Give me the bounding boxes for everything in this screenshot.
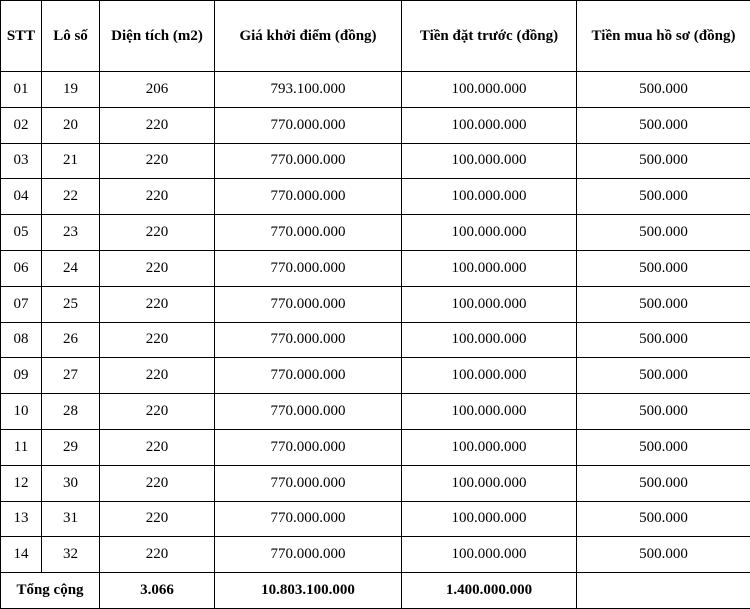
cell-starting-price: 770.000.000 [215,322,402,358]
cell-dossier-fee: 500.000 [577,394,750,430]
cell-lot-number: 22 [42,179,100,215]
cell-deposit: 100.000.000 [402,537,577,573]
table-row [1,501,750,537]
cell-deposit: 100.000.000 [402,465,577,501]
header-deposit: Tiền đặt trước (đồng) [402,1,577,72]
cell-stt: 07 [1,286,42,322]
cell-deposit: 100.000.000 [402,250,577,286]
cell-deposit: 100.000.000 [402,322,577,358]
cell-dossier-fee: 500.000 [577,286,750,322]
table-row [1,72,750,108]
cell-dossier-fee: 500.000 [577,429,750,465]
cell-area: 220 [100,537,215,573]
cell-stt: 01 [1,72,42,108]
header-row [1,1,750,72]
cell-starting-price: 770.000.000 [215,107,402,143]
cell-area: 220 [100,501,215,537]
cell-starting-price: 770.000.000 [215,286,402,322]
cell-dossier-fee: 500.000 [577,501,750,537]
total-dossier-fee [577,573,750,609]
cell-starting-price: 770.000.000 [215,394,402,430]
cell-dossier-fee: 500.000 [577,107,750,143]
cell-lot-number: 32 [42,537,100,573]
cell-deposit: 100.000.000 [402,429,577,465]
cell-lot-number: 26 [42,322,100,358]
cell-dossier-fee: 500.000 [577,358,750,394]
cell-starting-price: 770.000.000 [215,143,402,179]
cell-dossier-fee: 500.000 [577,465,750,501]
table-row [1,429,750,465]
cell-dossier-fee: 500.000 [577,72,750,108]
cell-deposit: 100.000.000 [402,143,577,179]
cell-area: 220 [100,250,215,286]
cell-deposit: 100.000.000 [402,107,577,143]
cell-starting-price: 770.000.000 [215,358,402,394]
cell-stt: 09 [1,358,42,394]
cell-dossier-fee: 500.000 [577,322,750,358]
table-row [1,322,750,358]
cell-starting-price: 770.000.000 [215,215,402,251]
total-row [1,573,750,609]
cell-stt: 12 [1,465,42,501]
cell-area: 220 [100,429,215,465]
cell-area: 220 [100,143,215,179]
cell-stt: 05 [1,215,42,251]
cell-lot-number: 28 [42,394,100,430]
table-row [1,537,750,573]
header-starting-price: Giá khởi điểm (đồng) [215,1,402,72]
header-area: Diện tích (m2) [100,1,215,72]
cell-deposit: 100.000.000 [402,72,577,108]
table-row [1,358,750,394]
cell-deposit: 100.000.000 [402,501,577,537]
table-body [1,72,750,573]
cell-dossier-fee: 500.000 [577,537,750,573]
cell-area: 220 [100,107,215,143]
cell-dossier-fee: 500.000 [577,215,750,251]
cell-area: 220 [100,179,215,215]
cell-stt: 08 [1,322,42,358]
cell-area: 206 [100,72,215,108]
cell-lot-number: 25 [42,286,100,322]
table-row [1,286,750,322]
cell-area: 220 [100,465,215,501]
cell-lot-number: 19 [42,72,100,108]
cell-deposit: 100.000.000 [402,179,577,215]
cell-area: 220 [100,394,215,430]
cell-starting-price: 770.000.000 [215,465,402,501]
total-deposit: 1.400.000.000 [402,573,577,609]
cell-starting-price: 770.000.000 [215,501,402,537]
cell-stt: 11 [1,429,42,465]
cell-starting-price: 770.000.000 [215,179,402,215]
cell-deposit: 100.000.000 [402,358,577,394]
header-stt: STT [1,1,42,72]
cell-starting-price: 793.100.000 [215,72,402,108]
cell-stt: 04 [1,179,42,215]
cell-stt: 03 [1,143,42,179]
cell-starting-price: 770.000.000 [215,429,402,465]
cell-area: 220 [100,322,215,358]
cell-stt: 02 [1,107,42,143]
cell-area: 220 [100,286,215,322]
cell-lot-number: 30 [42,465,100,501]
table-row [1,394,750,430]
cell-area: 220 [100,358,215,394]
table-row [1,215,750,251]
cell-stt: 06 [1,250,42,286]
cell-lot-number: 21 [42,143,100,179]
cell-stt: 10 [1,394,42,430]
table-row [1,143,750,179]
cell-deposit: 100.000.000 [402,215,577,251]
table-row [1,250,750,286]
table-row [1,179,750,215]
cell-deposit: 100.000.000 [402,286,577,322]
header-dossier-fee: Tiền mua hồ sơ (đồng) [577,1,750,72]
cell-lot-number: 23 [42,215,100,251]
cell-stt: 14 [1,537,42,573]
cell-dossier-fee: 500.000 [577,143,750,179]
cell-starting-price: 770.000.000 [215,537,402,573]
total-starting-price: 10.803.100.000 [215,573,402,609]
header-lot-number: Lô số [42,1,100,72]
cell-dossier-fee: 500.000 [577,250,750,286]
cell-starting-price: 770.000.000 [215,250,402,286]
table-row [1,107,750,143]
cell-dossier-fee: 500.000 [577,179,750,215]
total-area: 3.066 [100,573,215,609]
total-label: Tổng cộng [1,573,100,609]
cell-lot-number: 24 [42,250,100,286]
cell-lot-number: 31 [42,501,100,537]
cell-area: 220 [100,215,215,251]
cell-deposit: 100.000.000 [402,394,577,430]
cell-lot-number: 29 [42,429,100,465]
table-row [1,465,750,501]
cell-lot-number: 27 [42,358,100,394]
cell-stt: 13 [1,501,42,537]
cell-lot-number: 20 [42,107,100,143]
